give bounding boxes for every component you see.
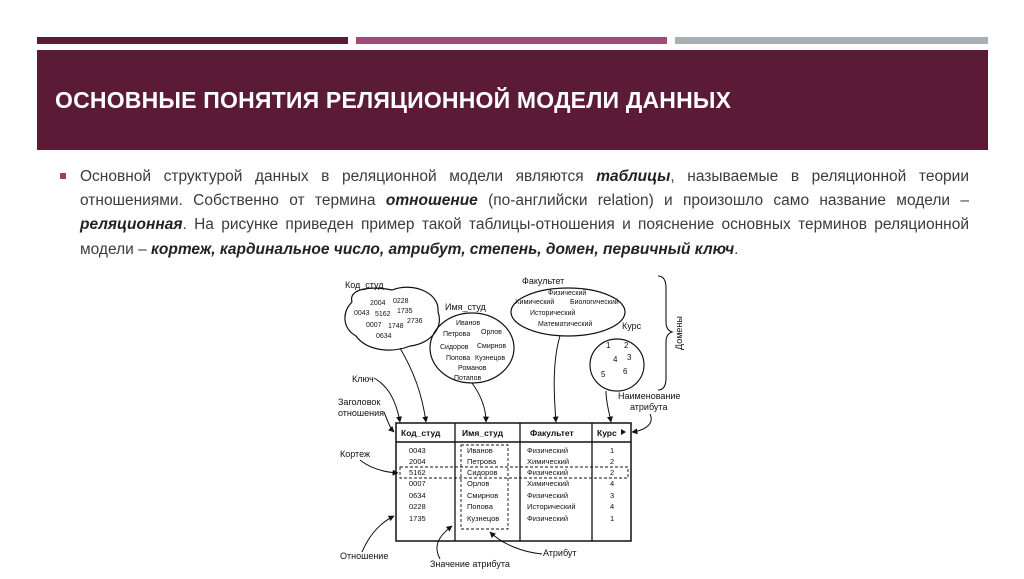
table-cell: 1 — [610, 446, 615, 455]
table-cell: 3 — [610, 491, 615, 500]
table-row — [409, 457, 614, 466]
table-header-cell: Имя_студ — [462, 428, 504, 438]
tuple-pointer — [360, 460, 398, 473]
table-cell: Смирнов — [467, 491, 499, 500]
domain-fak-values — [515, 289, 619, 328]
title-banner — [37, 50, 988, 150]
table-cell: 0228 — [409, 502, 426, 511]
relational-model-figure — [330, 262, 700, 574]
table-cell: Петрова — [467, 457, 497, 466]
table-cell: Физический — [527, 514, 569, 523]
relation-pointer — [362, 516, 394, 552]
table-cell: Иванов — [467, 446, 493, 455]
top-bar-gray — [675, 37, 988, 44]
arrow — [472, 383, 486, 422]
domain-value: Романов — [458, 365, 487, 372]
domain-value: Петрова — [443, 331, 471, 338]
table-cell: 2 — [610, 468, 615, 477]
domains-brace — [658, 276, 672, 390]
header-arrow-icon — [621, 429, 626, 435]
table-cell: Физический — [527, 491, 569, 500]
body-text-part: . — [734, 240, 739, 258]
domain-imya-label: Имя_студ — [445, 302, 486, 312]
attribute-pointer — [490, 532, 542, 554]
domain-value: 4 — [613, 355, 618, 364]
table-cell: 0043 — [409, 446, 426, 455]
domain-value: 2004 — [370, 300, 386, 307]
table-header-cell: Курс — [597, 428, 617, 438]
table-cell: Орлов — [467, 479, 490, 488]
table-cell: Сидоров — [467, 468, 498, 477]
domain-imya-values — [440, 320, 506, 382]
keyword-terms: кортеж, кардинальное число, атрибут, степень, домен, первичный ключ — [151, 240, 735, 258]
domain-value: Физический — [548, 290, 587, 297]
arrow — [554, 336, 560, 422]
attr-value-label: Значение атрибута — [430, 559, 510, 569]
domain-value: 1 — [606, 341, 611, 350]
table-row — [409, 479, 614, 488]
table-row — [409, 446, 614, 455]
table-cell: 1 — [610, 514, 615, 523]
attr-name-label-line2: атрибута — [630, 402, 668, 412]
table-cell: 5162 — [409, 468, 426, 477]
domain-value: 0634 — [376, 333, 392, 340]
domain-value: Кузнецов — [475, 355, 506, 362]
domains-label: Домены — [674, 316, 684, 350]
keyword-otnoshenie: отношение — [385, 192, 478, 210]
domain-value: Иванов — [456, 320, 481, 327]
domain-value: Исторический — [530, 310, 576, 317]
top-bar-magenta — [356, 37, 667, 44]
domain-value: 5162 — [375, 311, 391, 318]
table-cell: Попова — [467, 502, 493, 511]
domain-value: Математический — [538, 321, 593, 328]
top-bar-dark — [37, 37, 348, 44]
domain-value: 5 — [601, 370, 606, 379]
domain-fak-label: Факультет — [522, 276, 565, 286]
table-cell: 0634 — [409, 491, 426, 500]
attribute-label: Атрибут — [543, 548, 577, 558]
body-text-part: (по-английски relation) и произошло само название модели – — [477, 192, 969, 210]
domain-value: 1748 — [388, 323, 404, 330]
header-pointer — [384, 412, 394, 432]
keyword-tablitsy: таблицы — [596, 168, 671, 185]
table-cell: Исторический — [527, 502, 576, 511]
relation-label: Отношение — [340, 551, 389, 561]
relation-diagram — [330, 262, 700, 574]
domain-value: Химический — [515, 299, 555, 306]
table-row — [409, 514, 614, 523]
body-text-part: . На рисунке приведен пример такой таблицы-отношения и пояснение основных терминов реляционной модели – — [80, 216, 969, 258]
attr-name-label-line1: Наименование — [618, 391, 681, 401]
table-cell: Химический — [527, 457, 570, 466]
domain-value: 0007 — [366, 322, 382, 329]
table-cell: 2 — [610, 457, 615, 466]
relation-table — [396, 423, 631, 541]
table-header — [401, 428, 617, 438]
domain-value: Орлов — [481, 329, 502, 336]
domain-value: 0228 — [393, 298, 409, 305]
table-cell: Химический — [527, 479, 570, 488]
domain-value: Потапов — [454, 375, 482, 382]
table-cell: 0007 — [409, 479, 426, 488]
body-paragraph — [80, 165, 969, 262]
domain-kurs-values — [601, 341, 632, 379]
keyword-relyatsionnaya: реляционная — [80, 216, 183, 234]
domain-value: 2736 — [407, 318, 423, 325]
domain-kurs-blob — [590, 339, 644, 391]
slide-title: ОСНОВНЫЕ ПОНЯТИЯ РЕЛЯЦИОННОЙ МОДЕЛИ ДАННЫХ — [55, 87, 732, 113]
domain-kod-values — [354, 298, 423, 340]
value-pointer — [437, 526, 452, 559]
arrow — [606, 391, 611, 422]
table-cell: 4 — [610, 479, 615, 488]
domain-kod-label: Код_студ — [345, 280, 384, 290]
body-text-part: Основной структурой данных в реляционной модели являются — [80, 168, 597, 185]
domain-value: 2 — [624, 341, 629, 350]
domain-value: 3 — [627, 353, 632, 362]
domain-value: Биологический — [570, 299, 619, 306]
table-cell: 4 — [610, 502, 615, 511]
attr-name-pointer — [632, 414, 651, 432]
domain-value: Попова — [446, 355, 471, 362]
domain-value: Смирнов — [477, 343, 507, 350]
bullet-marker — [60, 173, 66, 179]
arrow — [400, 348, 426, 422]
tuple-highlight — [400, 467, 628, 478]
table-cell: 2004 — [409, 457, 426, 466]
table-row — [409, 468, 614, 477]
table-row — [409, 491, 614, 500]
key-label: Ключ — [352, 374, 374, 384]
table-header-cell: Факультет — [530, 428, 574, 438]
table-cell: Физический — [527, 446, 569, 455]
tuple-label: Кортеж — [340, 449, 371, 459]
table-header-cell: Код_студ — [401, 428, 441, 438]
table-row — [409, 502, 614, 511]
table-cell: Физический — [527, 468, 569, 477]
domain-value: Сидоров — [440, 344, 469, 351]
body-text-part: , называемые в реляционной теории отношениями. Собственно от термина — [80, 168, 969, 210]
header-label-line1: Заголовок — [338, 397, 381, 407]
header-label-line2: отношения — [338, 408, 385, 418]
table-cell: Кузнецов — [467, 514, 500, 523]
domain-value: 1735 — [397, 308, 413, 315]
domain-value: 0043 — [354, 310, 370, 317]
domain-value: 6 — [623, 367, 628, 376]
domain-kurs-label: Курс — [622, 321, 642, 331]
domain-kod-blob — [345, 287, 439, 350]
table-body — [409, 446, 614, 523]
table-cell: 1735 — [409, 514, 426, 523]
